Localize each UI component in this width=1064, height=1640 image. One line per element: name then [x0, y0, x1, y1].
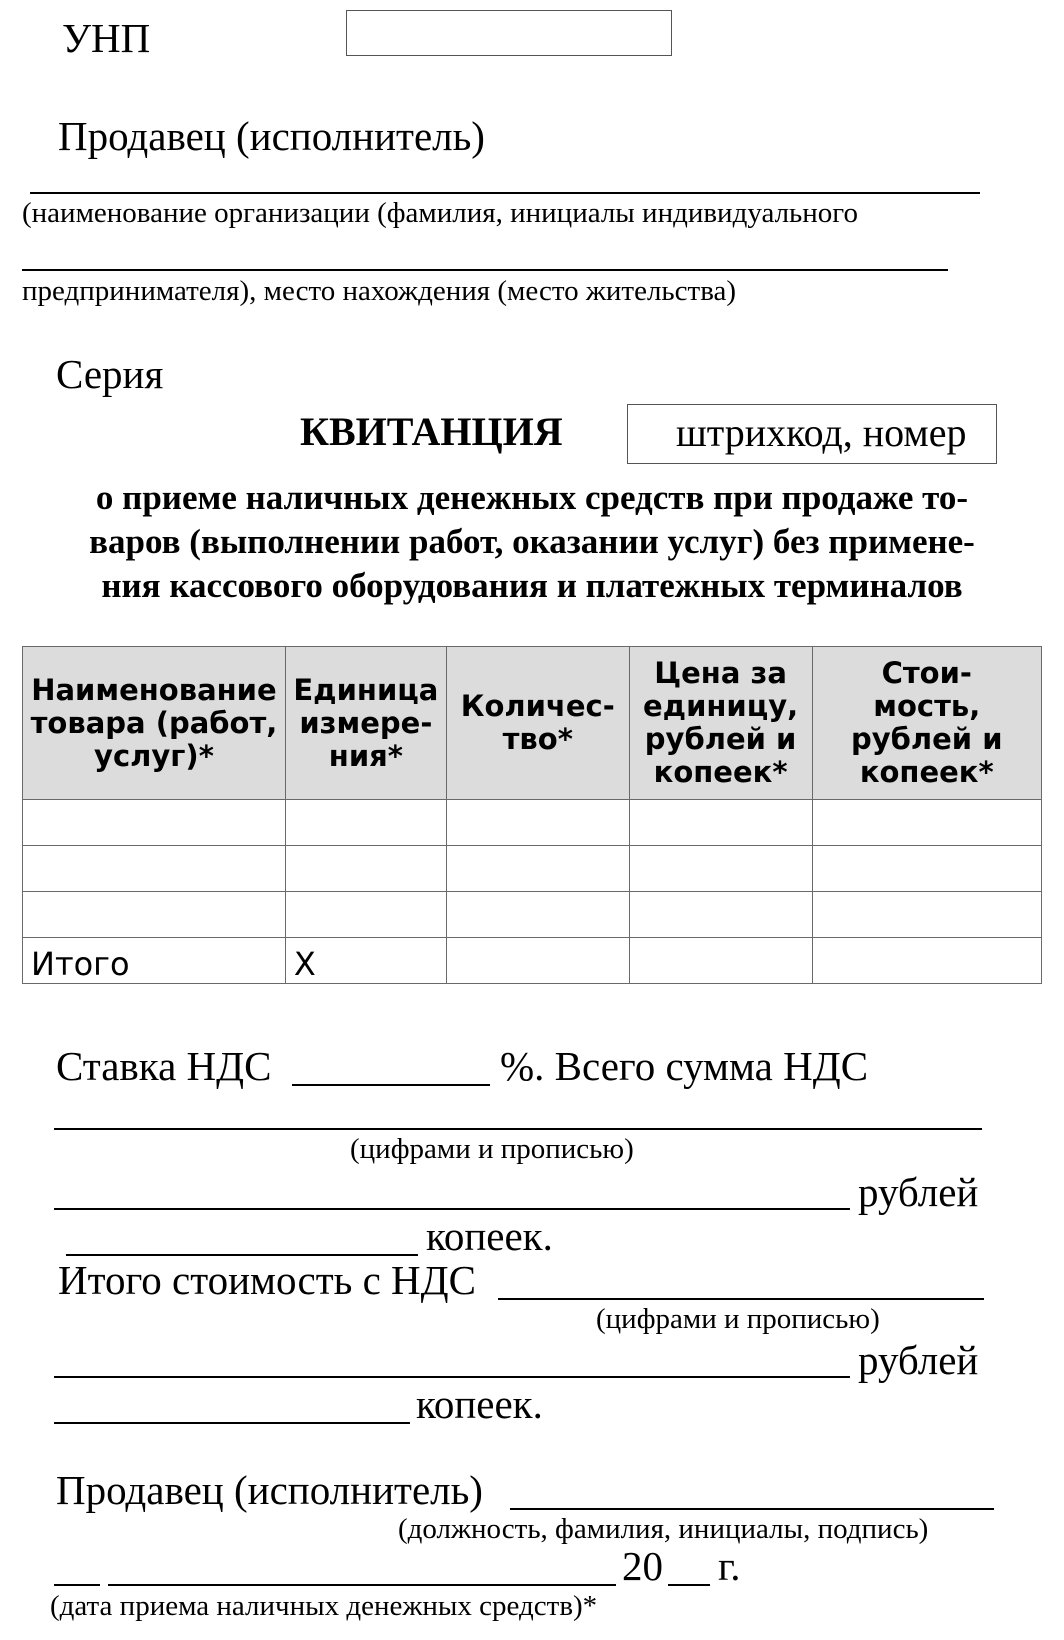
total-vat-rubles-label: рублей — [858, 1337, 979, 1383]
vat-rate-line[interactable] — [292, 1084, 490, 1086]
table-cell[interactable] — [812, 892, 1042, 938]
table-cell[interactable] — [629, 846, 812, 892]
total-quantity-cell[interactable] — [446, 938, 629, 984]
total-vat-label: Итого стоимость с НДС — [58, 1257, 476, 1303]
col-header-line: копеек* — [859, 755, 994, 789]
table-cell[interactable] — [23, 846, 286, 892]
col-header-line: копеек* — [653, 755, 788, 789]
table-cell[interactable] — [23, 892, 286, 938]
total-vat-rubles-line[interactable] — [54, 1376, 850, 1378]
col-header-line: единицу, — [642, 689, 799, 723]
subtitle-line-2: варов (выполнении работ, оказании услуг) без примене- — [89, 522, 975, 561]
col-header-line: ния* — [328, 738, 403, 773]
col-header-line: тво* — [502, 722, 573, 756]
table-cell[interactable] — [446, 800, 629, 846]
seller-address-line[interactable] — [22, 269, 948, 271]
col-header-line: товара (работ, — [30, 705, 278, 740]
col-header-line: измере- — [299, 705, 433, 740]
vat-kopecks-label: копеек. — [426, 1213, 553, 1259]
table-header-row — [23, 647, 1042, 800]
vat-percent-text: %. Всего сумма НДС — [500, 1043, 869, 1089]
col-header-line: Стои- — [881, 656, 972, 690]
table-cell[interactable] — [812, 846, 1042, 892]
subtitle-line-1: о приеме наличных денежных средств при продаже то- — [95, 478, 969, 517]
total-vat-kopecks-line[interactable] — [54, 1422, 410, 1424]
table-cell[interactable] — [812, 800, 1042, 846]
table-cell[interactable] — [23, 800, 286, 846]
total-row — [23, 938, 1042, 984]
col-header-line: Единица — [293, 672, 439, 707]
seller-label: Продавец (исполнитель) — [58, 113, 485, 159]
unp-field[interactable] — [346, 10, 672, 56]
col-header-line: услуг)* — [94, 738, 214, 773]
total-unit: Х — [285, 938, 446, 984]
series-label: Серия — [56, 351, 164, 397]
table-cell[interactable] — [446, 892, 629, 938]
barcode-label: штрихкод, номер — [676, 410, 967, 455]
col-header-quantity — [446, 647, 629, 800]
col-header-line: рублей и — [644, 722, 797, 756]
year-suffix: г. — [718, 1543, 741, 1589]
total-label: Итого — [23, 938, 286, 984]
table-row — [23, 892, 1042, 938]
signature-line[interactable] — [510, 1508, 994, 1510]
document-title: КВИТАНЦИЯ — [300, 409, 563, 454]
seller-caption-1: (наименование организации (фамилия, инициалы индивидуального — [22, 197, 858, 229]
table-cell[interactable] — [446, 846, 629, 892]
total-price-cell[interactable] — [629, 938, 812, 984]
total-vat-kopecks-label: копеек. — [416, 1381, 543, 1427]
signature-caption: (должность, фамилия, инициалы, подпись) — [398, 1513, 929, 1545]
vat-rate-label: Ставка НДС — [56, 1043, 272, 1089]
seller-caption-2: предпринимателя), место нахождения (место жительства) — [22, 275, 737, 307]
col-header-cost — [812, 647, 1042, 800]
date-caption: (дата приема наличных денежных средств)* — [50, 1590, 598, 1622]
items-table — [22, 646, 1042, 984]
table-row — [23, 800, 1042, 846]
vat-caption: (цифрами и прописью) — [350, 1133, 634, 1165]
table-cell[interactable] — [285, 892, 446, 938]
table-cell[interactable] — [285, 800, 446, 846]
total-vat-amount-line[interactable] — [498, 1298, 984, 1300]
table-cell[interactable] — [629, 800, 812, 846]
date-month-line[interactable] — [108, 1584, 616, 1586]
date-year-line[interactable] — [668, 1584, 710, 1586]
table-cell[interactable] — [285, 846, 446, 892]
col-header-line: Наименование — [31, 672, 277, 707]
total-vat-caption: (цифрами и прописью) — [596, 1303, 880, 1335]
vat-rubles-label: рублей — [858, 1169, 979, 1215]
col-header-line: Цена за — [654, 656, 787, 690]
year-prefix: 20 — [622, 1543, 663, 1589]
signature-seller-label: Продавец (исполнитель) — [56, 1467, 483, 1513]
table-cell[interactable] — [629, 892, 812, 938]
seller-name-line[interactable] — [30, 192, 980, 194]
date-day-line[interactable] — [54, 1584, 100, 1586]
table-row — [23, 846, 1042, 892]
total-cost-cell[interactable] — [812, 938, 1042, 984]
col-header-line: мость, — [873, 689, 981, 723]
vat-amount-line[interactable] — [54, 1128, 982, 1130]
col-header-line: рублей и — [850, 722, 1003, 756]
col-header-line: Количес- — [460, 689, 615, 723]
subtitle-line-3: ния кассового оборудования и платежных терминалов — [101, 566, 963, 605]
unp-label: УНП — [62, 15, 151, 61]
col-header-name — [23, 647, 286, 800]
col-header-unit — [285, 647, 446, 800]
col-header-price — [629, 647, 812, 800]
vat-rubles-line[interactable] — [54, 1208, 850, 1210]
